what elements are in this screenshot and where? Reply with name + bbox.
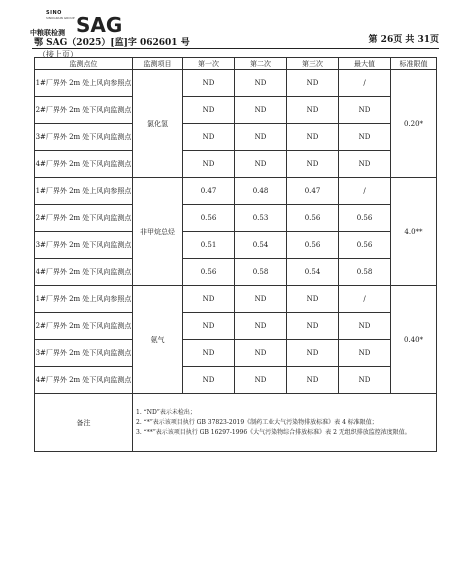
point-cell: 4#厂界外 2m 处下风向监测点 bbox=[35, 367, 133, 394]
value-cell: ND bbox=[235, 340, 287, 367]
point-cell: 2#厂界外 2m 处下风向监测点 bbox=[35, 205, 133, 232]
max-cell: ND bbox=[339, 124, 391, 151]
table-row bbox=[35, 124, 437, 151]
point-cell: 2#厂界外 2m 处下风向监测点 bbox=[35, 97, 133, 124]
value-cell: ND bbox=[183, 97, 235, 124]
max-cell: 0.58 bbox=[339, 259, 391, 286]
value-cell: 0.56 bbox=[183, 205, 235, 232]
value-cell: ND bbox=[235, 97, 287, 124]
logo-sag-text: SAG bbox=[76, 13, 123, 37]
header-cell: 第二次 bbox=[235, 58, 287, 70]
table-row bbox=[35, 313, 437, 340]
logo-sino-text: SINO bbox=[46, 10, 62, 16]
max-cell: ND bbox=[339, 367, 391, 394]
company-logo bbox=[30, 10, 123, 38]
max-cell: ND bbox=[339, 313, 391, 340]
header-cell: 监测项目 bbox=[133, 58, 183, 70]
value-cell: ND bbox=[183, 340, 235, 367]
point-cell: 4#厂界外 2m 处下风向监测点 bbox=[35, 151, 133, 178]
value-cell: 0.51 bbox=[183, 232, 235, 259]
table-row bbox=[35, 286, 437, 313]
max-cell: / bbox=[339, 286, 391, 313]
monitoring-table bbox=[34, 57, 437, 452]
header-cell: 第一次 bbox=[183, 58, 235, 70]
value-cell: 0.47 bbox=[287, 178, 339, 205]
limit-cell: 0.20* bbox=[391, 70, 437, 178]
notes-row bbox=[35, 394, 437, 452]
value-cell: ND bbox=[287, 97, 339, 124]
value-cell: 0.56 bbox=[183, 259, 235, 286]
value-cell: ND bbox=[287, 286, 339, 313]
value-cell: ND bbox=[183, 286, 235, 313]
header-cell: 标准限值 bbox=[391, 58, 437, 70]
table-row bbox=[35, 97, 437, 124]
logo-sub-text: SINOGRAIN GROUP bbox=[46, 16, 75, 20]
note-line: 3. “**”表示该项目执行 GB 16297-1996《大气污染物综合排放标准》表 2 无组织排放监控浓度限值。 bbox=[136, 428, 411, 436]
value-cell: ND bbox=[235, 151, 287, 178]
value-cell: ND bbox=[287, 340, 339, 367]
table-header-row bbox=[35, 58, 437, 70]
point-cell: 3#厂界外 2m 处下风向监测点 bbox=[35, 232, 133, 259]
document-number: 鄂 SAG（2025）[监]字 062601 号 bbox=[34, 38, 190, 48]
note-line: 2. “*”表示该项目执行 GB 37823-2019《制药工业大气污染物排放标准》表 4 标准限值； bbox=[136, 418, 378, 426]
value-cell: ND bbox=[235, 367, 287, 394]
header-cell: 第三次 bbox=[287, 58, 339, 70]
logo-cn-text: 中粮联检测 bbox=[30, 29, 65, 37]
value-cell: 0.54 bbox=[235, 232, 287, 259]
note-line: 1. “ND”表示未检出； bbox=[136, 408, 196, 416]
item-cell: 非甲烷总烃 bbox=[133, 178, 183, 286]
value-cell: ND bbox=[183, 70, 235, 97]
value-cell: 0.47 bbox=[183, 178, 235, 205]
notes-cell bbox=[133, 394, 437, 452]
table-row bbox=[35, 151, 437, 178]
point-cell: 1#厂界外 2m 处上风向参照点 bbox=[35, 178, 133, 205]
point-cell: 2#厂界外 2m 处下风向监测点 bbox=[35, 313, 133, 340]
continuation-label: （接上页） bbox=[38, 50, 78, 59]
point-cell: 1#厂界外 2m 处上风向参照点 bbox=[35, 286, 133, 313]
value-cell: ND bbox=[287, 70, 339, 97]
max-cell: 0.56 bbox=[339, 205, 391, 232]
header-cell: 监测点位 bbox=[35, 58, 133, 70]
value-cell: ND bbox=[235, 286, 287, 313]
item-cell: 氨气 bbox=[133, 286, 183, 394]
value-cell: 0.58 bbox=[235, 259, 287, 286]
table-row bbox=[35, 70, 437, 97]
point-cell: 3#厂界外 2m 处下风向监测点 bbox=[35, 340, 133, 367]
page-number: 第 26页 共 31页 bbox=[368, 35, 439, 45]
table-row bbox=[35, 232, 437, 259]
value-cell: ND bbox=[235, 313, 287, 340]
notes-label: 备注 bbox=[35, 394, 133, 452]
limit-cell: 4.0** bbox=[391, 178, 437, 286]
limit-cell: 0.40* bbox=[391, 286, 437, 394]
point-cell: 1#厂界外 2m 处上风向参照点 bbox=[35, 70, 133, 97]
value-cell: ND bbox=[183, 124, 235, 151]
value-cell: ND bbox=[287, 367, 339, 394]
table-row bbox=[35, 340, 437, 367]
value-cell: 0.48 bbox=[235, 178, 287, 205]
max-cell: ND bbox=[339, 151, 391, 178]
table-row bbox=[35, 367, 437, 394]
value-cell: ND bbox=[287, 124, 339, 151]
value-cell: 0.56 bbox=[287, 232, 339, 259]
value-cell: 0.53 bbox=[235, 205, 287, 232]
point-cell: 3#厂界外 2m 处下风向监测点 bbox=[35, 124, 133, 151]
value-cell: ND bbox=[183, 151, 235, 178]
max-cell: 0.56 bbox=[339, 232, 391, 259]
value-cell: ND bbox=[183, 367, 235, 394]
table-row bbox=[35, 178, 437, 205]
value-cell: 0.54 bbox=[287, 259, 339, 286]
point-cell: 4#厂界外 2m 处下风向监测点 bbox=[35, 259, 133, 286]
value-cell: ND bbox=[183, 313, 235, 340]
value-cell: ND bbox=[287, 151, 339, 178]
value-cell: ND bbox=[235, 124, 287, 151]
header-rule bbox=[32, 48, 439, 49]
value-cell: 0.56 bbox=[287, 205, 339, 232]
max-cell: ND bbox=[339, 340, 391, 367]
item-cell: 氯化氢 bbox=[133, 70, 183, 178]
max-cell: / bbox=[339, 178, 391, 205]
value-cell: ND bbox=[235, 70, 287, 97]
max-cell: / bbox=[339, 70, 391, 97]
max-cell: ND bbox=[339, 97, 391, 124]
value-cell: ND bbox=[287, 313, 339, 340]
table-row bbox=[35, 205, 437, 232]
header-cell: 最大值 bbox=[339, 58, 391, 70]
table-row bbox=[35, 259, 437, 286]
